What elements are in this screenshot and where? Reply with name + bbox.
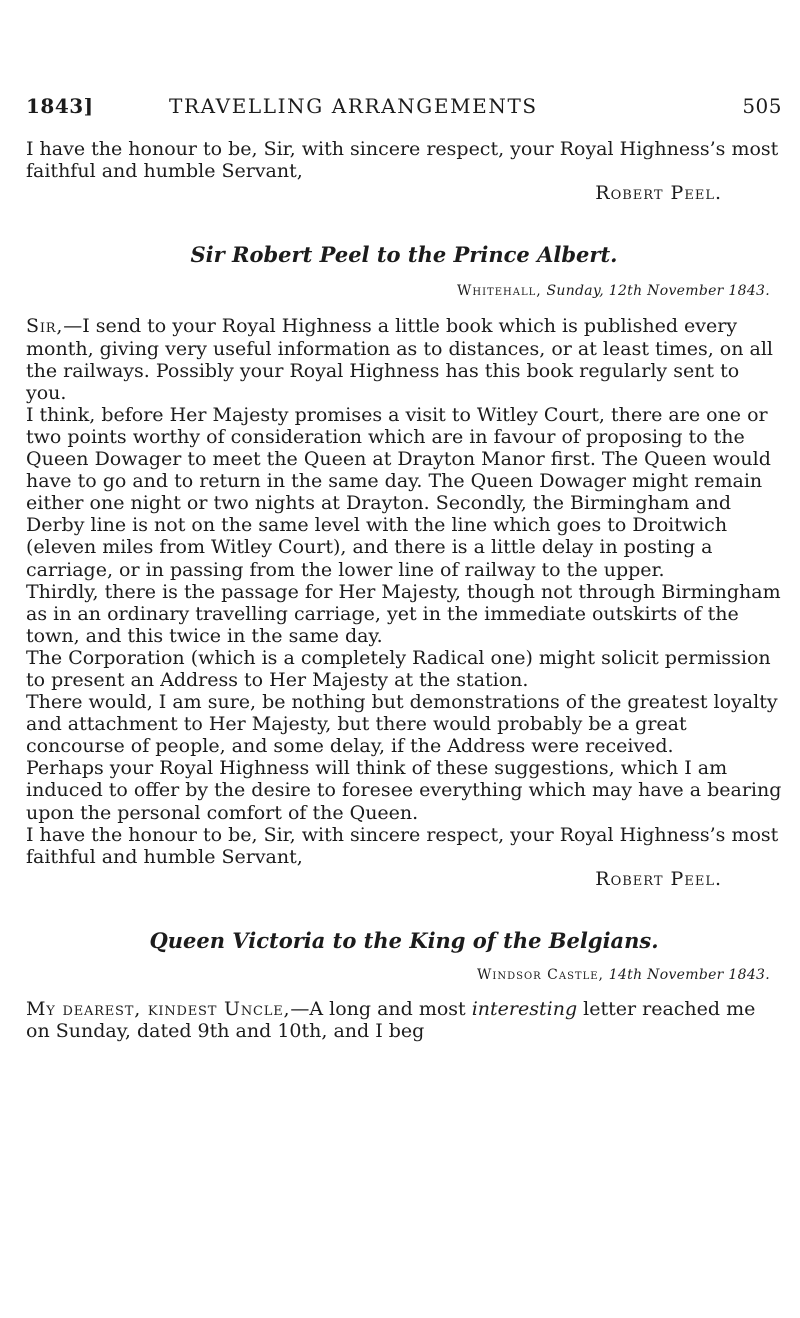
dateline-date: 14th November 1843. — [608, 967, 770, 983]
emphasis-interesting: interesting — [471, 998, 578, 1021]
signature-1: Robert Peel. — [595, 182, 722, 205]
paragraph-5: There would, I am sure, be nothing but demonstrations of the greatest loyalty and attachment to Her Majesty, but there would probably be a great concourse of people, and some delay, if the Address were received. — [26, 691, 778, 758]
dateline-place: Windsor Castle, — [477, 967, 604, 983]
dateline-place: Whitehall, — [457, 283, 542, 300]
letter-heading-victoria: Queen Victoria to the King of the Belgians. — [149, 927, 659, 953]
salutation-victoria: My dearest, kindest Uncle, — [26, 998, 291, 1021]
page-body — [26, 138, 782, 1042]
paragraph-2: I think, before Her Majesty promises a visit to Witley Court, there are one or two points worthy of consideration which are in favour of proposing to the Queen Dowager to meet the Queen at Drayton Manor first. The Queen would have to go and to return in the same day. The Queen Dowager might remain either one night or two nights at Drayton. Secondly, the Birmingham and Derby line is not on the same level with the line which goes to Droitwich (eleven miles from Witley Court), and there is a little delay in posting a carriage, or in passing from the lower line of railway to the upper. — [26, 403, 771, 581]
paragraph-victoria — [26, 998, 782, 1042]
running-head-year: 1843] — [26, 94, 94, 118]
closing-text-1: I have the honour to be, Sir, with sincere respect, your Royal Highness’s most faithful and humble Servant, — [26, 138, 779, 183]
running-head-title: TRAVELLING ARRANGEMENTS — [169, 94, 538, 118]
paragraph-victoria-text-1: —A long and most — [290, 998, 472, 1021]
letter-heading-peel: Sir Robert Peel to the Prince Albert. — [190, 242, 618, 268]
dateline-peel — [26, 280, 782, 302]
paragraph-6: Perhaps your Royal Highness will think of these suggestions, which I am induced to offer by the desire to foresee everything which may have a bearing upon the personal comfort of the Queen. — [26, 757, 782, 824]
dateline-victoria — [26, 964, 782, 986]
signature-2: Robert Peel. — [595, 867, 722, 890]
paragraph-victoria-text-2: letter reached me on Sunday, dated 9th and 10th, and I beg — [26, 998, 756, 1043]
page-number: 505 — [742, 94, 782, 118]
paragraph-3: Thirdly, there is the passage for Her Majesty, though not through Birmingham as in an ordinary travelling carriage, yet in the immediate outskirts of the town, and this twice in the same day. — [26, 580, 781, 647]
paragraph-1-text: —I send to your Royal Highness a little book which is published every month, giving very useful information as to distances, or at least times, on all the railways. Possibly your Royal Highness has this book regularly sent to you. — [26, 315, 773, 404]
paragraph-1 — [26, 315, 782, 403]
paragraph-7: I have the honour to be, Sir, with sincere respect, your Royal Highness’s most faithful and humble Servant, — [26, 823, 779, 868]
dateline-date: Sunday, 12th November 1843. — [546, 283, 770, 300]
paragraph-4: The Corporation (which is a completely Radical one) might solicit permission to present an Address to Her Majesty at the station. — [26, 646, 771, 691]
salutation-peel: Sir, — [26, 315, 64, 338]
